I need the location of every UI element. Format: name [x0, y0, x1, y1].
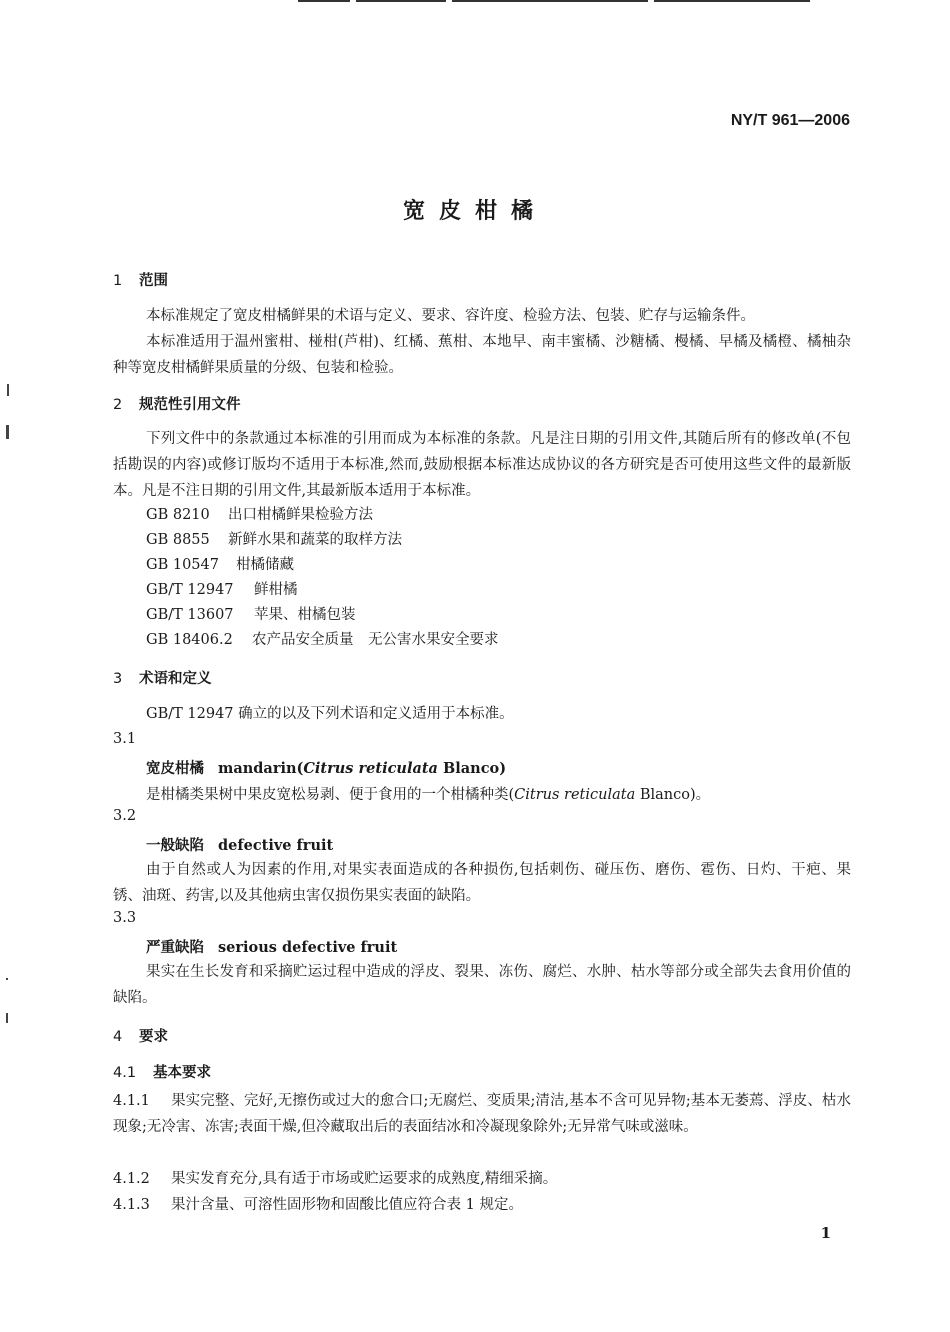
- section-3-heading: [113, 667, 212, 688]
- section-number: 3: [113, 671, 123, 687]
- term-3-1: 宽皮柑橘 mandarin(Citrus reticulata Blanco): [146, 760, 507, 777]
- reference-item: GB 8855 新鲜水果和蔬菜的取样方法: [146, 532, 402, 548]
- reference-item: GB/T 13607 苹果、柑橘包装: [146, 607, 356, 623]
- section-2-heading: [113, 393, 241, 414]
- term-definition: 果实在生长发育和采摘贮运过程中造成的浮皮、裂果、冻伤、腐烂、水肿、枯水等部分或全部失去食用价值的缺陷。: [113, 964, 851, 1006]
- section-title: 范围: [139, 273, 168, 289]
- reference-item: GB 18406.2 农产品安全质量 无公害水果安全要求: [146, 632, 499, 648]
- subsection-4-1-heading: 4.1 基本要求: [113, 1065, 211, 1081]
- paragraph: 本标准规定了宽皮柑橘鲜果的术语与定义、要求、容许度、检验方法、包装、贮存与运输条件。: [146, 308, 755, 324]
- section-title: 术语和定义: [139, 671, 212, 687]
- top-rule: [298, 0, 350, 2]
- requirement-item: 4.1.1 果实完整、完好,无擦伤或过大的愈合口;无腐烂、变质果;清洁,基本不含可见异物;基本无萎蔫、浮皮、枯水现象;无冷害、冻害;表面干燥,但冷藏取出后的表面结冰和冷凝现象除外;无异常气味或滋味。: [113, 1093, 851, 1135]
- clause-number: 3.1: [113, 731, 137, 747]
- term-3-2: 一般缺陷 defective fruit: [146, 837, 334, 854]
- section-number: 1: [113, 273, 123, 289]
- requirement-item: 4.1.3 果汁含量、可溶性固形物和固酸比值应符合表 1 规定。: [113, 1197, 523, 1213]
- section-1-heading: [113, 269, 168, 290]
- scan-mark: [6, 1013, 8, 1023]
- reference-item: GB/T 12947 鲜柑橘: [146, 582, 298, 598]
- clause-number: 3.2: [113, 808, 137, 824]
- standard-number: NY/T 961—2006: [730, 112, 850, 129]
- clause-number: 3.3: [113, 910, 137, 926]
- page-title: 宽皮柑橘: [402, 199, 547, 224]
- paragraph: 本标准适用于温州蜜柑、椪柑(芦柑)、红橘、蕉柑、本地早、南丰蜜橘、沙糖橘、槾橘、早橘及橘橙、橘柚杂种等宽皮柑橘鲜果质量的分级、包装和检验。: [113, 334, 851, 376]
- reference-item: GB 10547 柑橘储藏: [146, 557, 294, 573]
- term-definition: 是柑橘类果树中果皮宽松易剥、便于食用的一个柑橘种类(Citrus reticulata Blanco)。: [146, 787, 711, 803]
- top-rule: [654, 0, 810, 2]
- term-definition: 由于自然或人为因素的作用,对果实表面造成的各种损伤,包括刺伤、碰压伤、磨伤、雹伤、日灼、干疤、果锈、油斑、药害,以及其他病虫害仅损伤果实表面的缺陷。: [113, 862, 851, 904]
- section-title: 规范性引用文件: [139, 397, 241, 413]
- section-title: 要求: [139, 1029, 168, 1045]
- top-rule: [356, 0, 446, 2]
- scan-mark: [6, 978, 8, 980]
- paragraph: GB/T 12947 确立的以及下列术语和定义适用于本标准。: [146, 706, 514, 722]
- requirement-item: 4.1.2 果实发育充分,具有适于市场或贮运要求的成熟度,精细采摘。: [113, 1171, 558, 1187]
- term-3-3: 严重缺陷 serious defective fruit: [146, 939, 398, 956]
- page-number: 1: [820, 1224, 831, 1242]
- section-number: 2: [113, 397, 123, 413]
- scan-mark: [7, 384, 9, 396]
- scan-mark: [6, 425, 9, 439]
- reference-item: GB 8210 出口柑橘鲜果检验方法: [146, 507, 373, 523]
- section-number: 4: [113, 1029, 123, 1045]
- paragraph: 下列文件中的条款通过本标准的引用而成为本标准的条款。凡是注日期的引用文件,其随后所有的修改单(不包括勘误的内容)或修订版均不适用于本标准,然而,鼓励根据本标准达成协议的各方研究是否可使用这些文件的最新版本。凡是不注日期的引用文件,其最新版本适用于本标准。: [113, 431, 851, 499]
- top-rule: [452, 0, 648, 2]
- section-4-heading: [113, 1025, 168, 1046]
